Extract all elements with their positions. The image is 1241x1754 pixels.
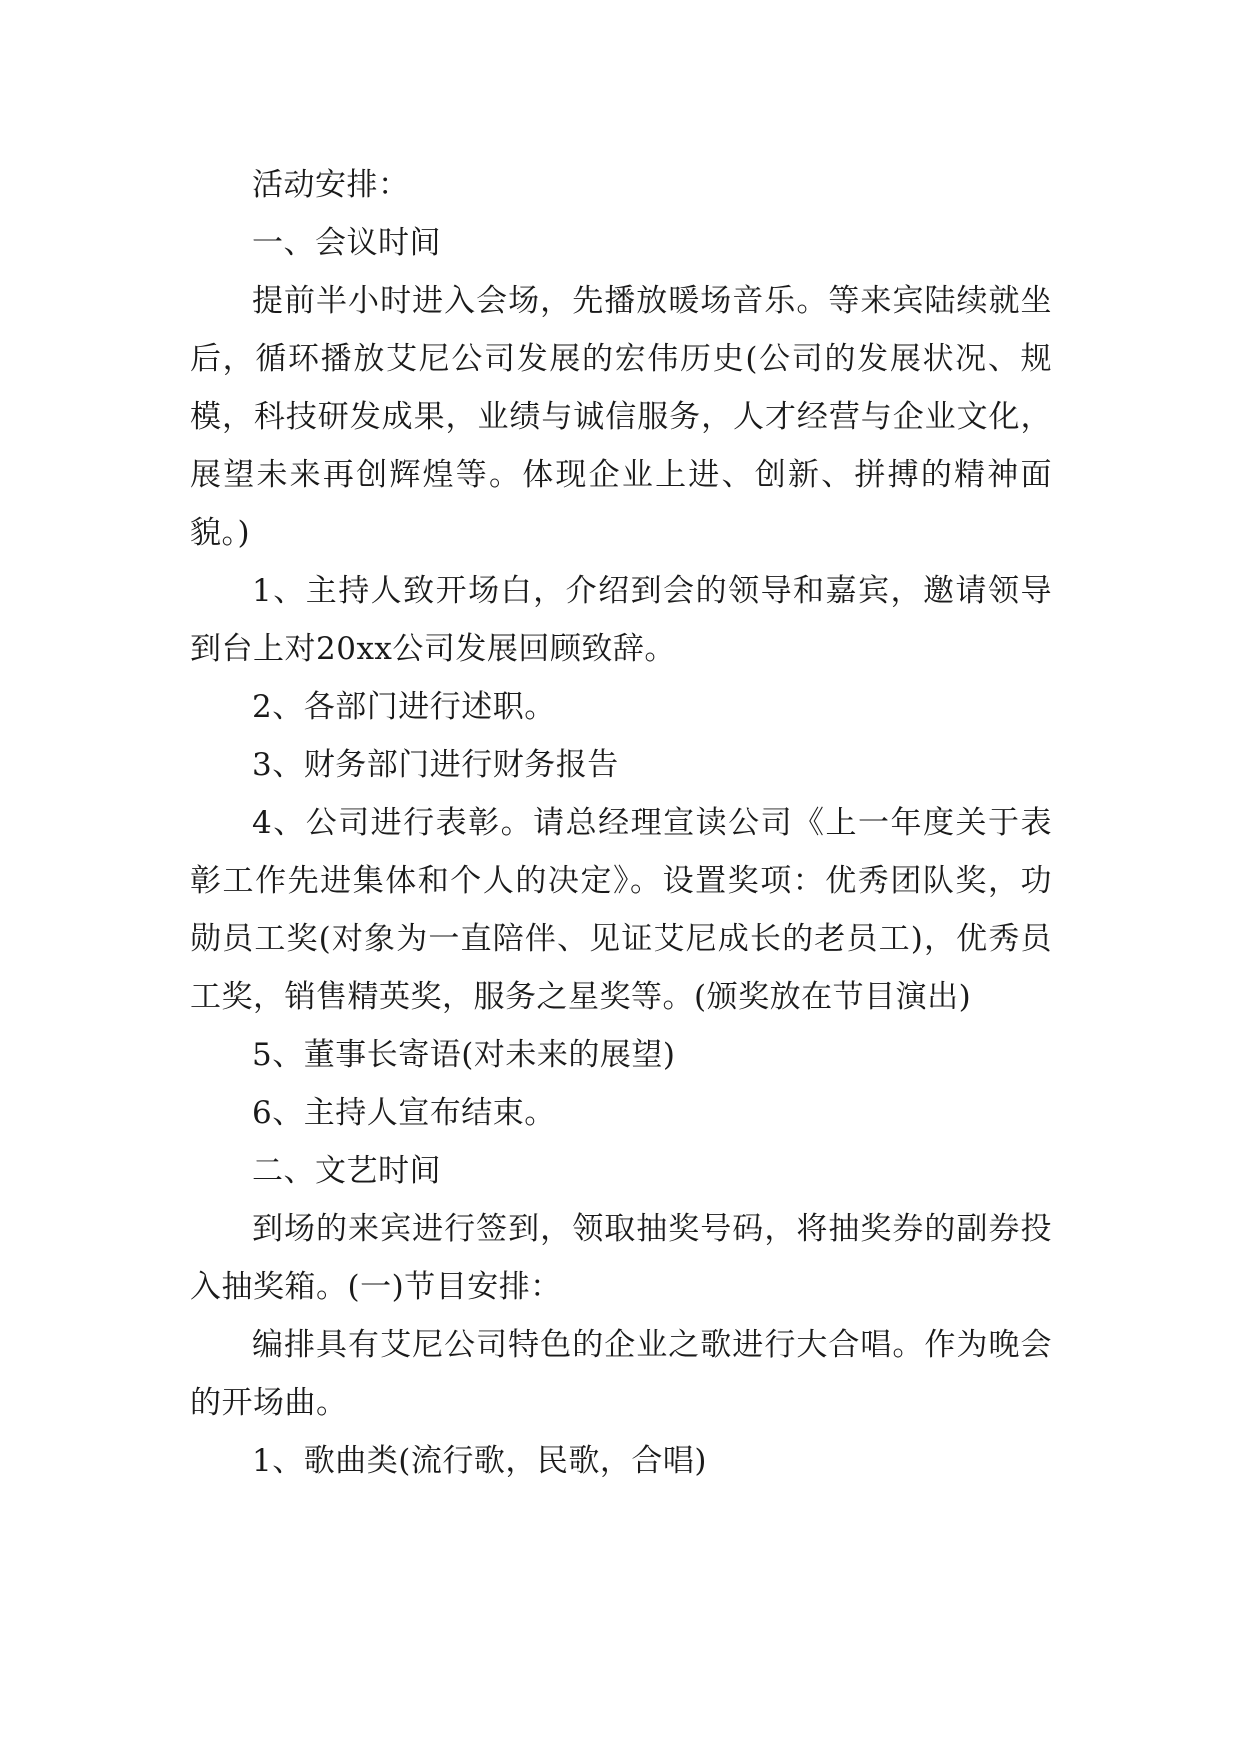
paragraph-opening: 提前半小时进入会场，先播放暖场音乐。等来宾陆续就坐后，循环播放艾尼公司发展的宏伟历史(公司的发展状况、规模，科技研发成果，业绩与诚信服务，人才经营与企业文化，展望未来再创辉煌等。体现企业上进、创新、拼搏的精神面貌。): [190, 283, 1052, 551]
list-item-department-reports: 2、各部门进行述职。: [252, 689, 556, 725]
heading-activity-arrangement: 活动安排：: [252, 167, 410, 203]
document-body: [190, 156, 1052, 1490]
list-item-chairman-message: 5、董事长寄语(对未来的展望): [252, 1037, 676, 1073]
paragraph-check-in: 到场的来宾进行签到，领取抽奖号码，将抽奖券的副券投入抽奖箱。(一)节目安排：: [190, 1211, 1052, 1305]
section-heading-meeting-time: 一、会议时间: [252, 225, 441, 261]
list-item-commendation: 4、公司进行表彰。请总经理宣读公司《上一年度关于表彰工作先进集体和个人的决定》。设置奖项：优秀团队奖，功勋员工奖(对象为一直陪伴、见证艾尼成长的老员工)，优秀员工奖，销售精英奖，服务之星奖等。(颁奖放在节目演出): [190, 805, 1052, 1015]
paragraph-company-song: 编排具有艾尼公司特色的企业之歌进行大合唱。作为晚会的开场曲。: [190, 1327, 1052, 1421]
section-heading-performance-time: 二、文艺时间: [252, 1153, 441, 1189]
list-item-finance-report: 3、财务部门进行财务报告: [252, 747, 619, 783]
list-item-host-closing: 6、主持人宣布结束。: [252, 1095, 556, 1131]
list-item-host-opening: 1、主持人致开场白，介绍到会的领导和嘉宾，邀请领导到台上对20xx公司发展回顾致辞。: [190, 573, 1052, 667]
list-item-songs: 1、歌曲类(流行歌，民歌，合唱): [252, 1443, 707, 1479]
